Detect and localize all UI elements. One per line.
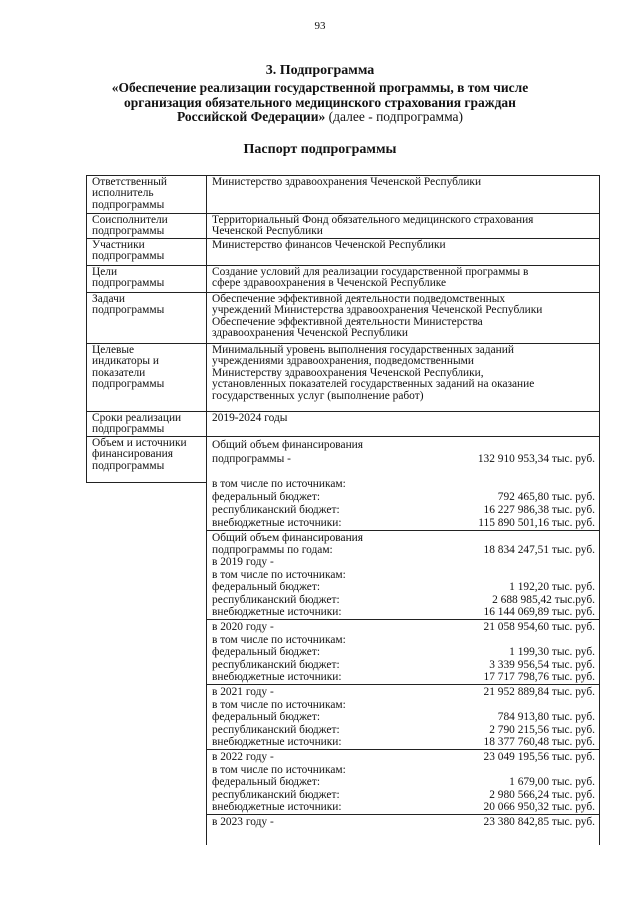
table-column-divider [206,175,207,845]
row-value: Министерство финансов Чеченской Республики [212,239,446,251]
year-republic-row [212,594,596,606]
year-federal-row [212,776,596,788]
financing-divider [206,684,600,685]
financing-label: республиканский бюджет: [212,504,340,516]
year-by-source [212,569,596,581]
financing-label: внебюджетные источники: [212,671,342,683]
year-by-source [212,764,596,776]
row-value: Территориальный Фонд обязательного медицинского страхования [212,214,534,226]
financing-divider [206,530,600,531]
passport-table [86,175,600,845]
financing-amount: 23 380 842,85 тыс. руб. [483,816,595,828]
financing-label: в 2019 году - [212,556,274,568]
financing-label: республиканский бюджет: [212,788,340,801]
row-label: подпрограммы [92,250,165,263]
financing-label: в том числе по источникам: [212,763,346,776]
financing-label-left [86,436,87,483]
year-by-source [212,699,596,711]
financing-label: внебюджетные источники: [212,517,342,529]
financing-amount: 21 952 889,84 тыс. руб. [483,686,595,698]
financing-by-years-line [212,532,596,544]
financing-amount: 2 790 215,56 тыс. руб. [489,723,595,736]
year-total-row [212,686,596,698]
financing-label: в том числе по источникам: [212,698,346,711]
financing-divider [206,619,600,620]
year-total-row [212,816,596,828]
year-republic-row [212,659,596,671]
financing-label: Общий объем финансирования [212,532,364,544]
financing-amount: 3 339 956,54 тыс. руб. [489,658,595,671]
row-value: учреждений Министерства здравоохранения Чеченской Республики [212,304,543,317]
financing-amount: 132 910 953,34 тыс. руб. [477,453,595,465]
financing-label: в 2023 году - [212,816,274,828]
subtitle-suffix: (далее - подпрограмма) [325,109,464,124]
year-extra-row [212,671,596,683]
row-label: подпрограммы [92,277,165,290]
year-total-row [212,621,596,633]
year-by-source [212,634,596,646]
subtitle-line-1: «Обеспечение реализации государственной программы, в том числе [111,80,529,95]
financing-amount: 2 688 985,42 тыс.руб. [492,593,595,606]
row-label: подпрограммы [92,423,165,436]
financing-label: внебюджетные источники: [212,606,342,618]
year-republic-row [212,789,596,801]
row-label: подпрограммы [92,198,165,211]
financing-by-source [212,478,596,490]
financing-label: подпрограммы - [212,453,291,465]
row-value: Обеспечение эффективной деятельности Министерства [212,315,483,328]
row-value: здравоохранения Чеченской Республики [212,327,408,340]
financing-label: в 2021 году - [212,686,274,698]
row-value: Обеспечение эффективной деятельности подведомственных [212,293,506,305]
year-federal-row [212,581,596,593]
table-border-right [599,175,600,845]
year-extra-row [212,606,596,618]
row-value: сфере здравоохранения в Чеченской Республике [212,277,447,290]
financing-by-years-row [212,544,596,556]
row-label: финансирования [92,448,173,461]
financing-federal-row [212,491,596,503]
passport-title: Паспорт подпрограммы [243,142,397,157]
year-total-row [212,556,596,568]
row-label: Цели [92,266,118,278]
financing-amount: 18 834 247,51 тыс. руб. [483,544,595,556]
financing-amount: 21 058 954,60 тыс. руб. [483,621,595,633]
financing-amount: 2 980 566,24 тыс. руб. [489,788,595,801]
financing-label: подпрограммы по годам: [212,544,333,556]
year-republic-row [212,724,596,736]
financing-amount: 792 465,80 тыс. руб. [497,491,595,503]
row-label: Соисполнители [92,214,168,226]
row-label: подпрограммы [92,459,165,472]
page-number: 93 [314,20,326,32]
row-value: Минимальный уровень выполнения государственных заданий [212,344,514,356]
section-title: 3. Подпрограмма [265,63,375,78]
financing-label: в 2022 году - [212,751,274,763]
row-value: Министерству здравоохранения Чеченской Республики, [212,366,484,379]
financing-total-line [212,439,596,451]
year-extra-row [212,736,596,748]
financing-label: в 2020 году - [212,621,274,633]
row-label: исполнитель [92,187,154,200]
financing-amount: 1 199,30 тыс. руб. [509,646,595,658]
subtitle-line-2: организация обязательного медицинского страхования граждан [124,94,516,110]
row-label: Целевые [92,344,135,356]
row-value: Министерство здравоохранения Чеченской Республики [212,176,482,188]
financing-label-bottom [86,482,207,483]
row-value: учреждениями здравоохранения, подведомственными [212,355,474,368]
financing-label: федеральный бюджет: [212,776,320,788]
year-extra-row [212,801,596,813]
financing-amount: 18 377 760,48 тыс. руб. [483,736,595,748]
year-total-row [212,751,596,763]
financing-amount: 17 717 798,76 тыс. руб. [483,671,595,683]
financing-label: в том числе по источникам: [212,478,346,490]
financing-label: республиканский бюджет: [212,658,340,671]
financing-total-row [212,453,596,465]
row-label: подпрограммы [92,378,165,391]
row-label: Сроки реализации [92,412,182,424]
financing-amount: 1 192,20 тыс. руб. [509,581,595,593]
financing-amount: 1 679,00 тыс. руб. [509,776,595,788]
year-federal-row [212,646,596,658]
financing-amount: 16 144 069,89 тыс. руб. [483,606,595,618]
financing-divider [206,814,600,815]
row-value: Создание условий для реализации государственной программы в [212,266,529,278]
row-label: Объем и источники [92,437,187,449]
row-label: индикаторы и [92,355,160,368]
financing-republic-row [212,504,596,516]
row-value: Чеченской Республики [212,225,323,238]
financing-label: внебюджетные источники: [212,801,342,813]
financing-label: федеральный бюджет: [212,491,320,503]
financing-label: федеральный бюджет: [212,711,320,723]
financing-label: в том числе по источникам: [212,568,346,581]
subtitle-line-3: Российской Федерации» [176,109,326,124]
financing-label: республиканский бюджет: [212,723,340,736]
financing-amount: 115 890 501,16 тыс. руб. [478,517,595,529]
financing-amount: 784 913,80 тыс. руб. [497,711,595,723]
financing-label: республиканский бюджет: [212,593,340,606]
row-label: Задачи [92,293,125,305]
financing-extra-row [212,517,596,529]
financing-label: Общий объем финансирования [212,439,364,451]
financing-amount: 20 066 950,32 тыс. руб. [483,801,595,813]
row-label: подпрограммы [92,304,165,317]
row-value: установленных показателей государственных заданий на оказание [212,378,535,391]
row-label: показатели [92,366,146,379]
row-label: Ответственный [92,176,168,188]
year-federal-row [212,711,596,723]
row-value: государственных услуг (выполнение работ) [212,389,424,402]
subprogram-heading [0,81,640,125]
financing-label: в том числе по источникам: [212,633,346,646]
row-label: подпрограммы [92,225,165,238]
row-value: 2019-2024 годы [212,412,288,424]
financing-amount: 23 049 195,56 тыс. руб. [483,751,595,763]
financing-label: федеральный бюджет: [212,581,320,593]
financing-label: федеральный бюджет: [212,646,320,658]
financing-divider [206,749,600,750]
row-label: Участники [92,239,145,251]
financing-amount: 16 227 986,38 тыс. руб. [483,504,595,516]
financing-label: внебюджетные источники: [212,736,342,748]
